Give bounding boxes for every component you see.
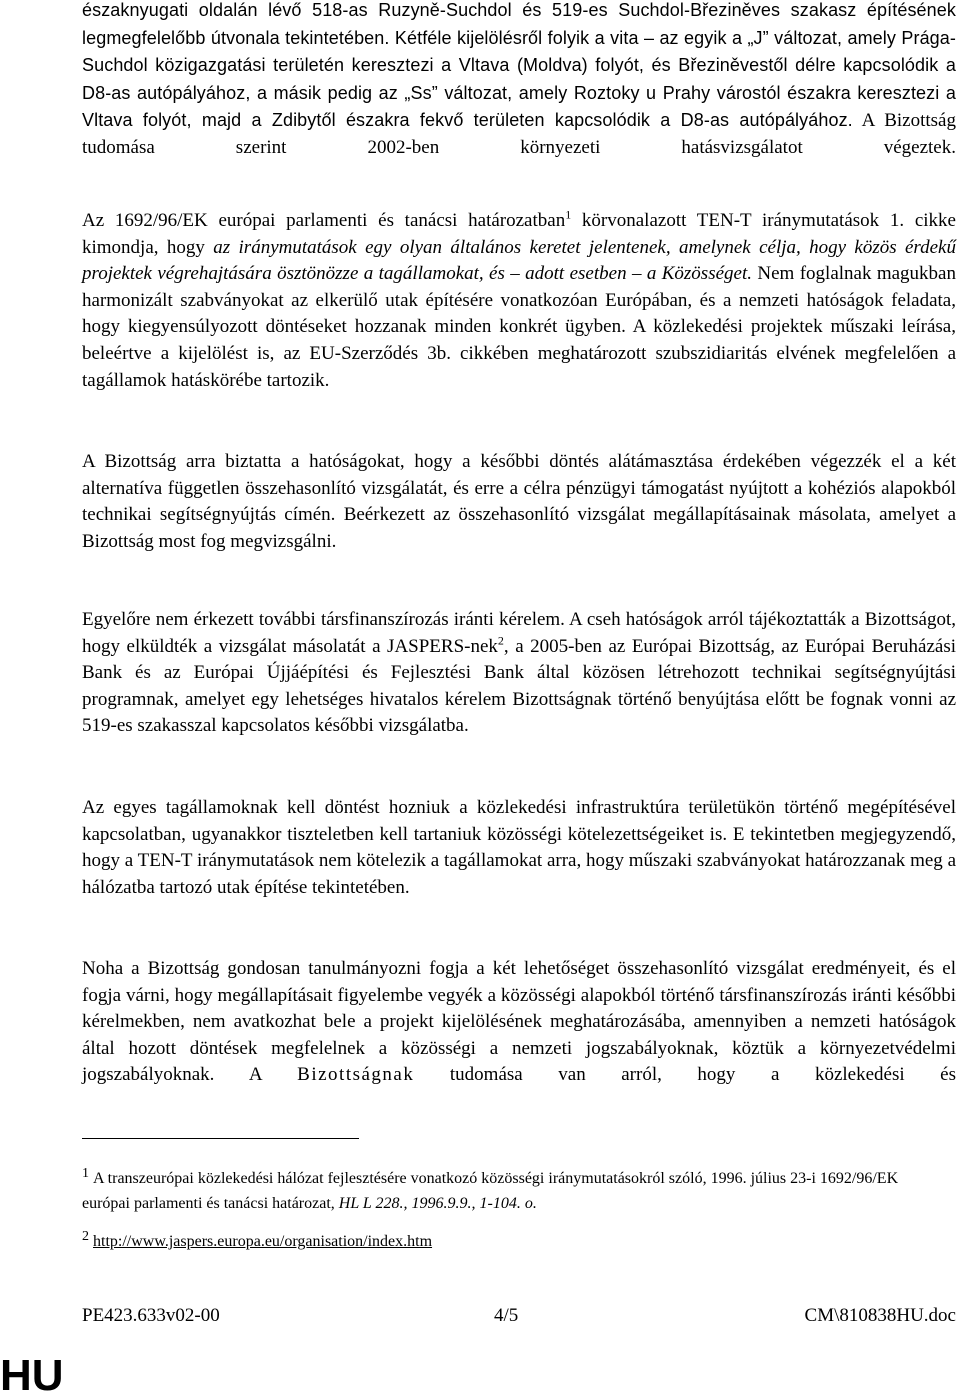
footer-reference: PE423.633v02-00 <box>82 1305 220 1326</box>
page-number: 4/5 <box>494 1305 519 1326</box>
paragraph-1-tail: A Bizottság tudomása szerint 2002-ben környezeti hatásvizsgálatot végeztek. <box>82 110 956 158</box>
paragraph-4-text: Egyelőre nem érkezett további társfinanszírozás iránti kérelem. A cseh hatóságok arról tájékoztatták a Bizottságot, hogy elküldték a vizsgálat másolatát a JASPERS-nek <box>82 609 956 657</box>
footnote-ref-1[interactable]: 1 <box>565 207 572 222</box>
paragraph-3: A Bizottság arra biztatta a hatóságokat, hogy a későbbi döntés alátámasztása érdekében végezzék el a két alternatíva független összehasonlító vizsgálatát, és erre a célra pénzügyi támogatást nyújtott a kohéziós alapokból technikai segítségnyújtás címén. Beérkezett az összehasonlító vizsgálat megállapításainak másolata, amelyet a Bizottság most fog megvizsgálni. <box>82 451 956 552</box>
language-mark: HU <box>0 1351 64 1400</box>
paragraph-1 <box>82 0 956 162</box>
footnote-1-number: 1 <box>82 1165 89 1181</box>
footer-filename: CM\810838HU.doc <box>804 1305 956 1326</box>
paragraph-2-quote: az iránymutatások egy olyan általános keretet jelentenek, amelynek célja, hogy közös érdekű projektek végrehajtására ösztönözze a tagállamokat, és – adott esetben – a Közösséget. <box>82 236 956 285</box>
paragraph-2 <box>82 208 956 394</box>
footnote-1-text: A transzeurópai közlekedési hálózat fejlesztésére vonatkozó közösségi iránymutatásokról szóló, 1996. július 23-i 1692/96/EK európai parlamenti és tanácsi határozat, <box>82 1170 899 1212</box>
paragraph-2-text-c: Nem foglalnak magukban harmonizált szabványokat az elkerülő utak építésére vonatkozóan Európában, és a nemzeti hatóságok feladata, hogy kiegyensúlyozott döntéseket hozzanak minden konkrét ügyben. A közlekedési projektek műszaki leírása, beleértve a kijelölést is, az EU-Szerződés 3b. cikkében meghatározott szubszidiaritás elvének megfelelően a tagállamok hatáskörébe tartozik. <box>82 263 956 391</box>
footnote-1 <box>82 1166 942 1216</box>
paragraph-2-text: Az 1692/96/EK európai parlamenti és tanácsi határozatban <box>82 210 566 231</box>
footnote-ref-2[interactable]: 2 <box>497 633 504 648</box>
footnote-1-citation: HL L 228., 1996.9.9., 1-104. o. <box>338 1195 537 1212</box>
footnote-2-link[interactable]: http://www.jaspers.europa.eu/organisation/index.htm <box>93 1233 433 1250</box>
paragraph-5: Az egyes tagállamoknak kell döntést hozniuk a közlekedési infrastruktúra területükön történő megépítésével kapcsolatban, ugyanakkor tiszteletben kell tartaniuk közösségi kötelezettségeiket is. E tekintetben megjegyzendő, hogy a TEN-T iránymutatások nem kötelezik a tagállamokat arra, hogy műszaki szabványokat határozzanak meg a hálózatba tartozó utak építése tekintetében. <box>82 797 956 898</box>
footnote-separator <box>82 1138 359 1139</box>
paragraph-2-text-b: körvonalazott TEN-T iránymutatások 1. cikke kimondja, hogy <box>82 210 956 258</box>
paragraph-6 <box>82 956 956 1089</box>
paragraph-1-text: északnyugati oldalán lévő 518-as Ruzyně-Suchdol és 519-es Suchdol-Březiněves szakasz építésének legmegfelelőbb útvonala tekintetében. Kétféle kijelölésről folyik a vita – az egyik a „J” változat, amely Prága-Suchdol közigazgatási területén keresztezi a Vltava (Moldva) folyót, és Březiněvestől délre kapcsolódik a D8-as autópályához, a másik pedig az „Ss” változat, amely Roztoky u Prahy várostól északra keresztezi a Vltava folyót, majd a Zdibytől északra fekvő területen kapcsolódik a D8-as autópályához. <box>82 0 956 131</box>
paragraph-4 <box>82 607 956 740</box>
paragraph-6-text: Noha a Bizottság gondosan tanulmányozni fogja a két lehetőséget összehasonlító vizsgálat eredményeit, és el fogja várni, hogy megállapításait figyelembe vegyék a közösségi alapokból történő társfinanszírozás iránti későbbi kérelmekben, nem avatkozhat bele a projekt kijelölésének meghatározásába, amennyiben a nemzeti hatóságok által hozott döntések megfelelnek a közösségi a nemzeti jogszabályoknak, köztük a környezetvédelmi jogszabályoknak. A <box>82 958 956 1086</box>
paragraph-4-text-b: , a 2005-ben az Európai Bizottság, az Európai Beruházási Bank és az Európai Újjáépítési és Fejlesztési Bank által közösen létrehozott technikai segítségnyújtási programnak, amelyet egy lehetséges hivatalos kérelem Bizottságnak történő benyújtása előtt be fognak vonni az 519-es szakasszal kapcsolatos későbbi vizsgálatba. <box>82 635 957 737</box>
paragraph-6-text-b: tudomása van arról, hogy a közlekedési és <box>414 1064 956 1086</box>
footnote-2-number: 2 <box>82 1228 89 1244</box>
footnote-2 <box>82 1229 942 1254</box>
paragraph-6-spaced: Bizottságnak <box>297 1064 415 1086</box>
